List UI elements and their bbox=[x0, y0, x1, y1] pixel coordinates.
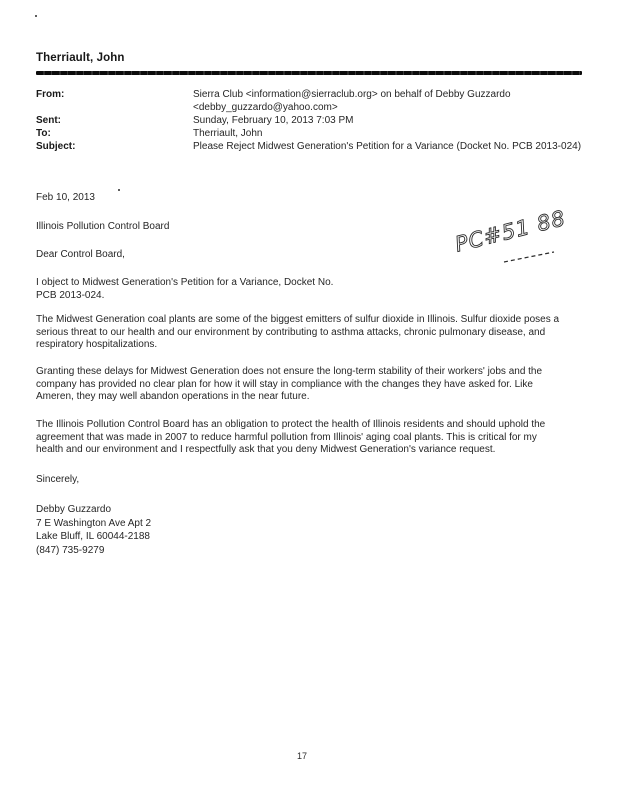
scan-speck bbox=[35, 15, 37, 17]
meta-row-from bbox=[36, 88, 592, 101]
scan-speck bbox=[118, 189, 120, 191]
objection-line: PCB 2013-024. bbox=[36, 289, 105, 301]
paragraph-line: health and our environment and I respectfully ask that you deny Midwest Generation's variance request. bbox=[36, 444, 496, 455]
sent-value: Sunday, February 10, 2013 7:03 PM bbox=[193, 115, 354, 126]
meta-row-sent bbox=[36, 114, 592, 127]
paragraph-line: Ameren, they may well abandon operations in the near future. bbox=[36, 391, 310, 402]
signature-address-line1: 7 E Washington Ave Apt 2 bbox=[36, 517, 152, 529]
paragraph-line: The Midwest Generation coal plants are some of the biggest emitters of sulfur dioxide in Illinois. Sulfur dioxide poses a bbox=[36, 314, 560, 325]
subject-label: Subject: bbox=[36, 141, 76, 152]
meta-row-from-cont bbox=[36, 101, 592, 114]
paragraph-line: respiratory hospitalizations. bbox=[36, 339, 158, 350]
body-paragraph-3 bbox=[36, 419, 594, 457]
header-divider-rule bbox=[36, 71, 582, 75]
annotation-text: PC#51 88 bbox=[452, 205, 569, 257]
objection-paragraph bbox=[36, 277, 594, 302]
from-label: From: bbox=[36, 89, 65, 100]
signature-phone: (847) 735-9279 bbox=[36, 544, 105, 556]
from-value: Sierra Club <information@sierraclub.org> on behalf of Debby Guzzardo bbox=[193, 89, 511, 100]
subject-value: Please Reject Midwest Generation's Petition for a Variance (Docket No. PCB 2013-024) bbox=[193, 141, 582, 152]
sent-label: Sent: bbox=[36, 115, 61, 126]
from-label-spacer bbox=[36, 101, 193, 114]
signature-name: Debby Guzzardo bbox=[36, 504, 112, 515]
paragraph-line: company has provided no clear plan for how it will stay in compliance with the changes they have asked for. Like bbox=[36, 378, 533, 390]
signature-block bbox=[36, 503, 594, 557]
paragraph-line: The Illinois Pollution Control Board has an obligation to protect the health of Illinois residents and should uphold the bbox=[36, 419, 546, 430]
letter-closing: Sincerely, bbox=[36, 474, 80, 485]
objection-line: I object to Midwest Generation's Petition for a Variance, Docket No. bbox=[36, 277, 334, 288]
paragraph-line: agreement that was made in 2007 to reduce harmful pollution from Illinois' aging coal plants. This is critical for my bbox=[36, 431, 537, 443]
to-label: To: bbox=[36, 128, 51, 139]
from-value-email: <debby_guzzardo@yahoo.com> bbox=[193, 102, 338, 113]
recipient-title: Therriault, John bbox=[36, 52, 125, 64]
page-number: 17 bbox=[297, 751, 308, 761]
paragraph-line: serious threat to our health and our environment by contributing to asthma attacks, chronic pulmonary disease, and bbox=[36, 326, 546, 338]
letter-addressee: Illinois Pollution Control Board bbox=[36, 221, 170, 232]
body-paragraph-1 bbox=[36, 314, 594, 352]
signature-address-line2: Lake Bluff, IL 60044-2188 bbox=[36, 531, 150, 542]
meta-row-to bbox=[36, 127, 592, 140]
email-meta-block bbox=[36, 88, 592, 153]
to-value: Therriault, John bbox=[193, 128, 263, 139]
body-paragraph-2 bbox=[36, 366, 594, 404]
paragraph-line: Granting these delays for Midwest Generation does not ensure the long-term stability of their workers' jobs and the bbox=[36, 366, 543, 377]
meta-row-subject bbox=[36, 140, 592, 153]
letter-salutation: Dear Control Board, bbox=[36, 249, 125, 260]
letter-date: Feb 10, 2013 bbox=[36, 192, 95, 203]
